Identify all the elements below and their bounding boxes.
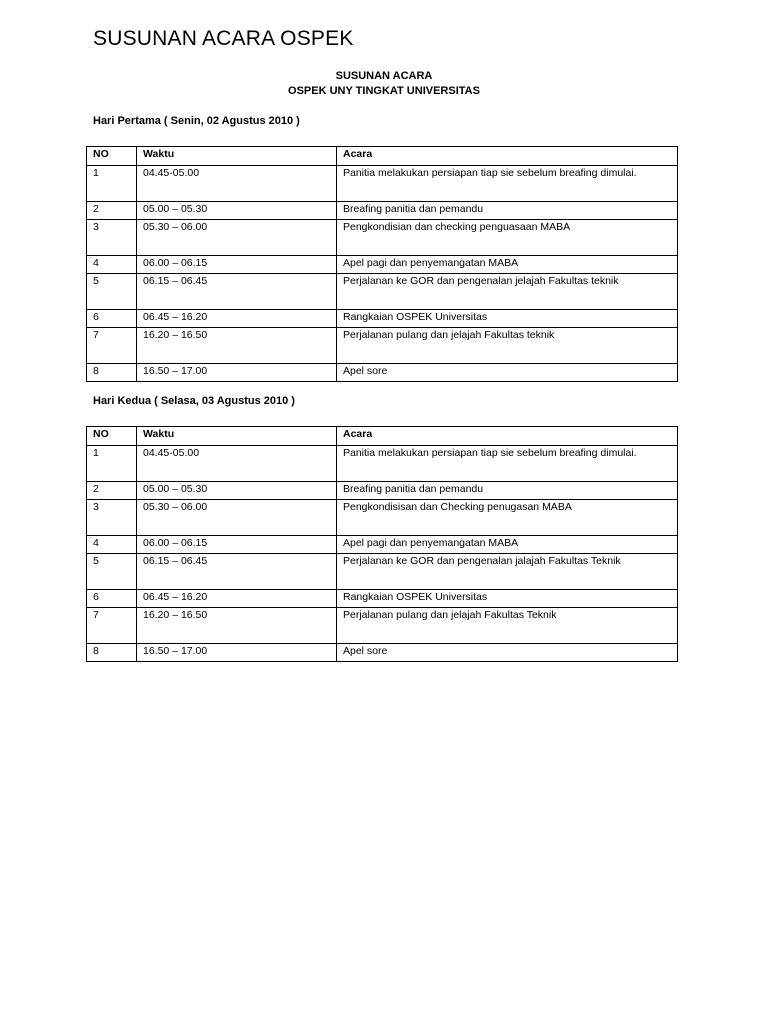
cell-acara: Perjalanan pulang dan jelajah Fakultas Teknik [337,608,678,644]
cell-waktu: 16.20 – 16.50 [137,328,337,364]
cell-waktu: 16.50 – 17.00 [137,364,337,382]
table-row [87,256,678,274]
cell-acara: Breafing panitia dan pemandu [337,482,678,500]
cell-waktu: 06.45 – 16.20 [137,590,337,608]
cell-waktu: 04.45-05.00 [137,446,337,482]
cell-no: 1 [87,446,137,482]
day2-schedule-table [86,426,678,662]
cell-no: 8 [87,364,137,382]
cell-acara: Apel sore [337,364,678,382]
cell-acara: Perjalanan pulang dan jelajah Fakultas teknik [337,328,678,364]
cell-acara: Perjalanan ke GOR dan pengenalan jelajah Fakultas teknik [337,274,678,310]
cell-waktu: 05.00 – 05.30 [137,202,337,220]
table-header-row [87,147,678,166]
cell-no: 3 [87,220,137,256]
table-row [87,608,678,644]
cell-no: 4 [87,256,137,274]
cell-no: 4 [87,536,137,554]
cell-acara: Rangkaian OSPEK Universitas [337,310,678,328]
table-row [87,274,678,310]
day2-heading: Hari Kedua ( Selasa, 03 Agustus 2010 ) [93,395,295,407]
header-waktu: Waktu [137,147,337,166]
cell-acara: Panitia melakukan persiapan tiap sie sebelum breafing dimulai. [337,446,678,482]
cell-acara: Pengkondisisan dan Checking penugasan MABA [337,500,678,536]
table-header-row [87,427,678,446]
cell-no: 6 [87,310,137,328]
cell-no: 5 [87,274,137,310]
table-row [87,446,678,482]
table-row [87,220,678,256]
cell-waktu: 06.45 – 16.20 [137,310,337,328]
cell-no: 7 [87,608,137,644]
cell-waktu: 05.30 – 06.00 [137,220,337,256]
cell-no: 7 [87,328,137,364]
heading-line-1: SUSUNAN ACARA [335,70,433,82]
table-row [87,500,678,536]
table-row [87,310,678,328]
cell-no: 1 [87,166,137,202]
cell-waktu: 16.50 – 17.00 [137,644,337,662]
cell-waktu: 05.00 – 05.30 [137,482,337,500]
heading-line-2: OSPEK UNY TINGKAT UNIVERSITAS [288,85,480,97]
cell-waktu: 05.30 – 06.00 [137,500,337,536]
cell-waktu: 16.20 – 16.50 [137,608,337,644]
day1-heading: Hari Pertama ( Senin, 02 Agustus 2010 ) [93,115,300,127]
header-no: NO [87,427,137,446]
cell-no: 2 [87,482,137,500]
header-acara: Acara [337,147,678,166]
table-row [87,536,678,554]
cell-acara: Rangkaian OSPEK Universitas [337,590,678,608]
header-acara: Acara [337,427,678,446]
table-row [87,590,678,608]
table-row [87,644,678,662]
cell-waktu: 06.00 – 06.15 [137,536,337,554]
table-row [87,202,678,220]
cell-waktu: 06.15 – 06.45 [137,274,337,310]
cell-no: 2 [87,202,137,220]
day1-schedule-table [86,146,678,382]
cell-no: 5 [87,554,137,590]
center-heading [0,69,768,99]
header-no: NO [87,147,137,166]
cell-no: 3 [87,500,137,536]
document-title: SUSUNAN ACARA OSPEK [93,27,354,50]
table-row [87,482,678,500]
cell-waktu: 06.00 – 06.15 [137,256,337,274]
cell-no: 8 [87,644,137,662]
cell-waktu: 06.15 – 06.45 [137,554,337,590]
table-row [87,364,678,382]
cell-acara: Apel pagi dan penyemangatan MABA [337,256,678,274]
cell-acara: Breafing panitia dan pemandu [337,202,678,220]
cell-waktu: 04.45-05.00 [137,166,337,202]
cell-acara: Panitia melakukan persiapan tiap sie sebelum breafing dimulai. [337,166,678,202]
table-row [87,328,678,364]
table-row [87,166,678,202]
cell-no: 6 [87,590,137,608]
cell-acara: Perjalanan ke GOR dan pengenalan jalajah Fakultas Teknik [337,554,678,590]
cell-acara: Pengkondisian dan checking penguasaan MABA [337,220,678,256]
header-waktu: Waktu [137,427,337,446]
cell-acara: Apel pagi dan penyemangatan MABA [337,536,678,554]
cell-acara: Apel sore [337,644,678,662]
table-row [87,554,678,590]
